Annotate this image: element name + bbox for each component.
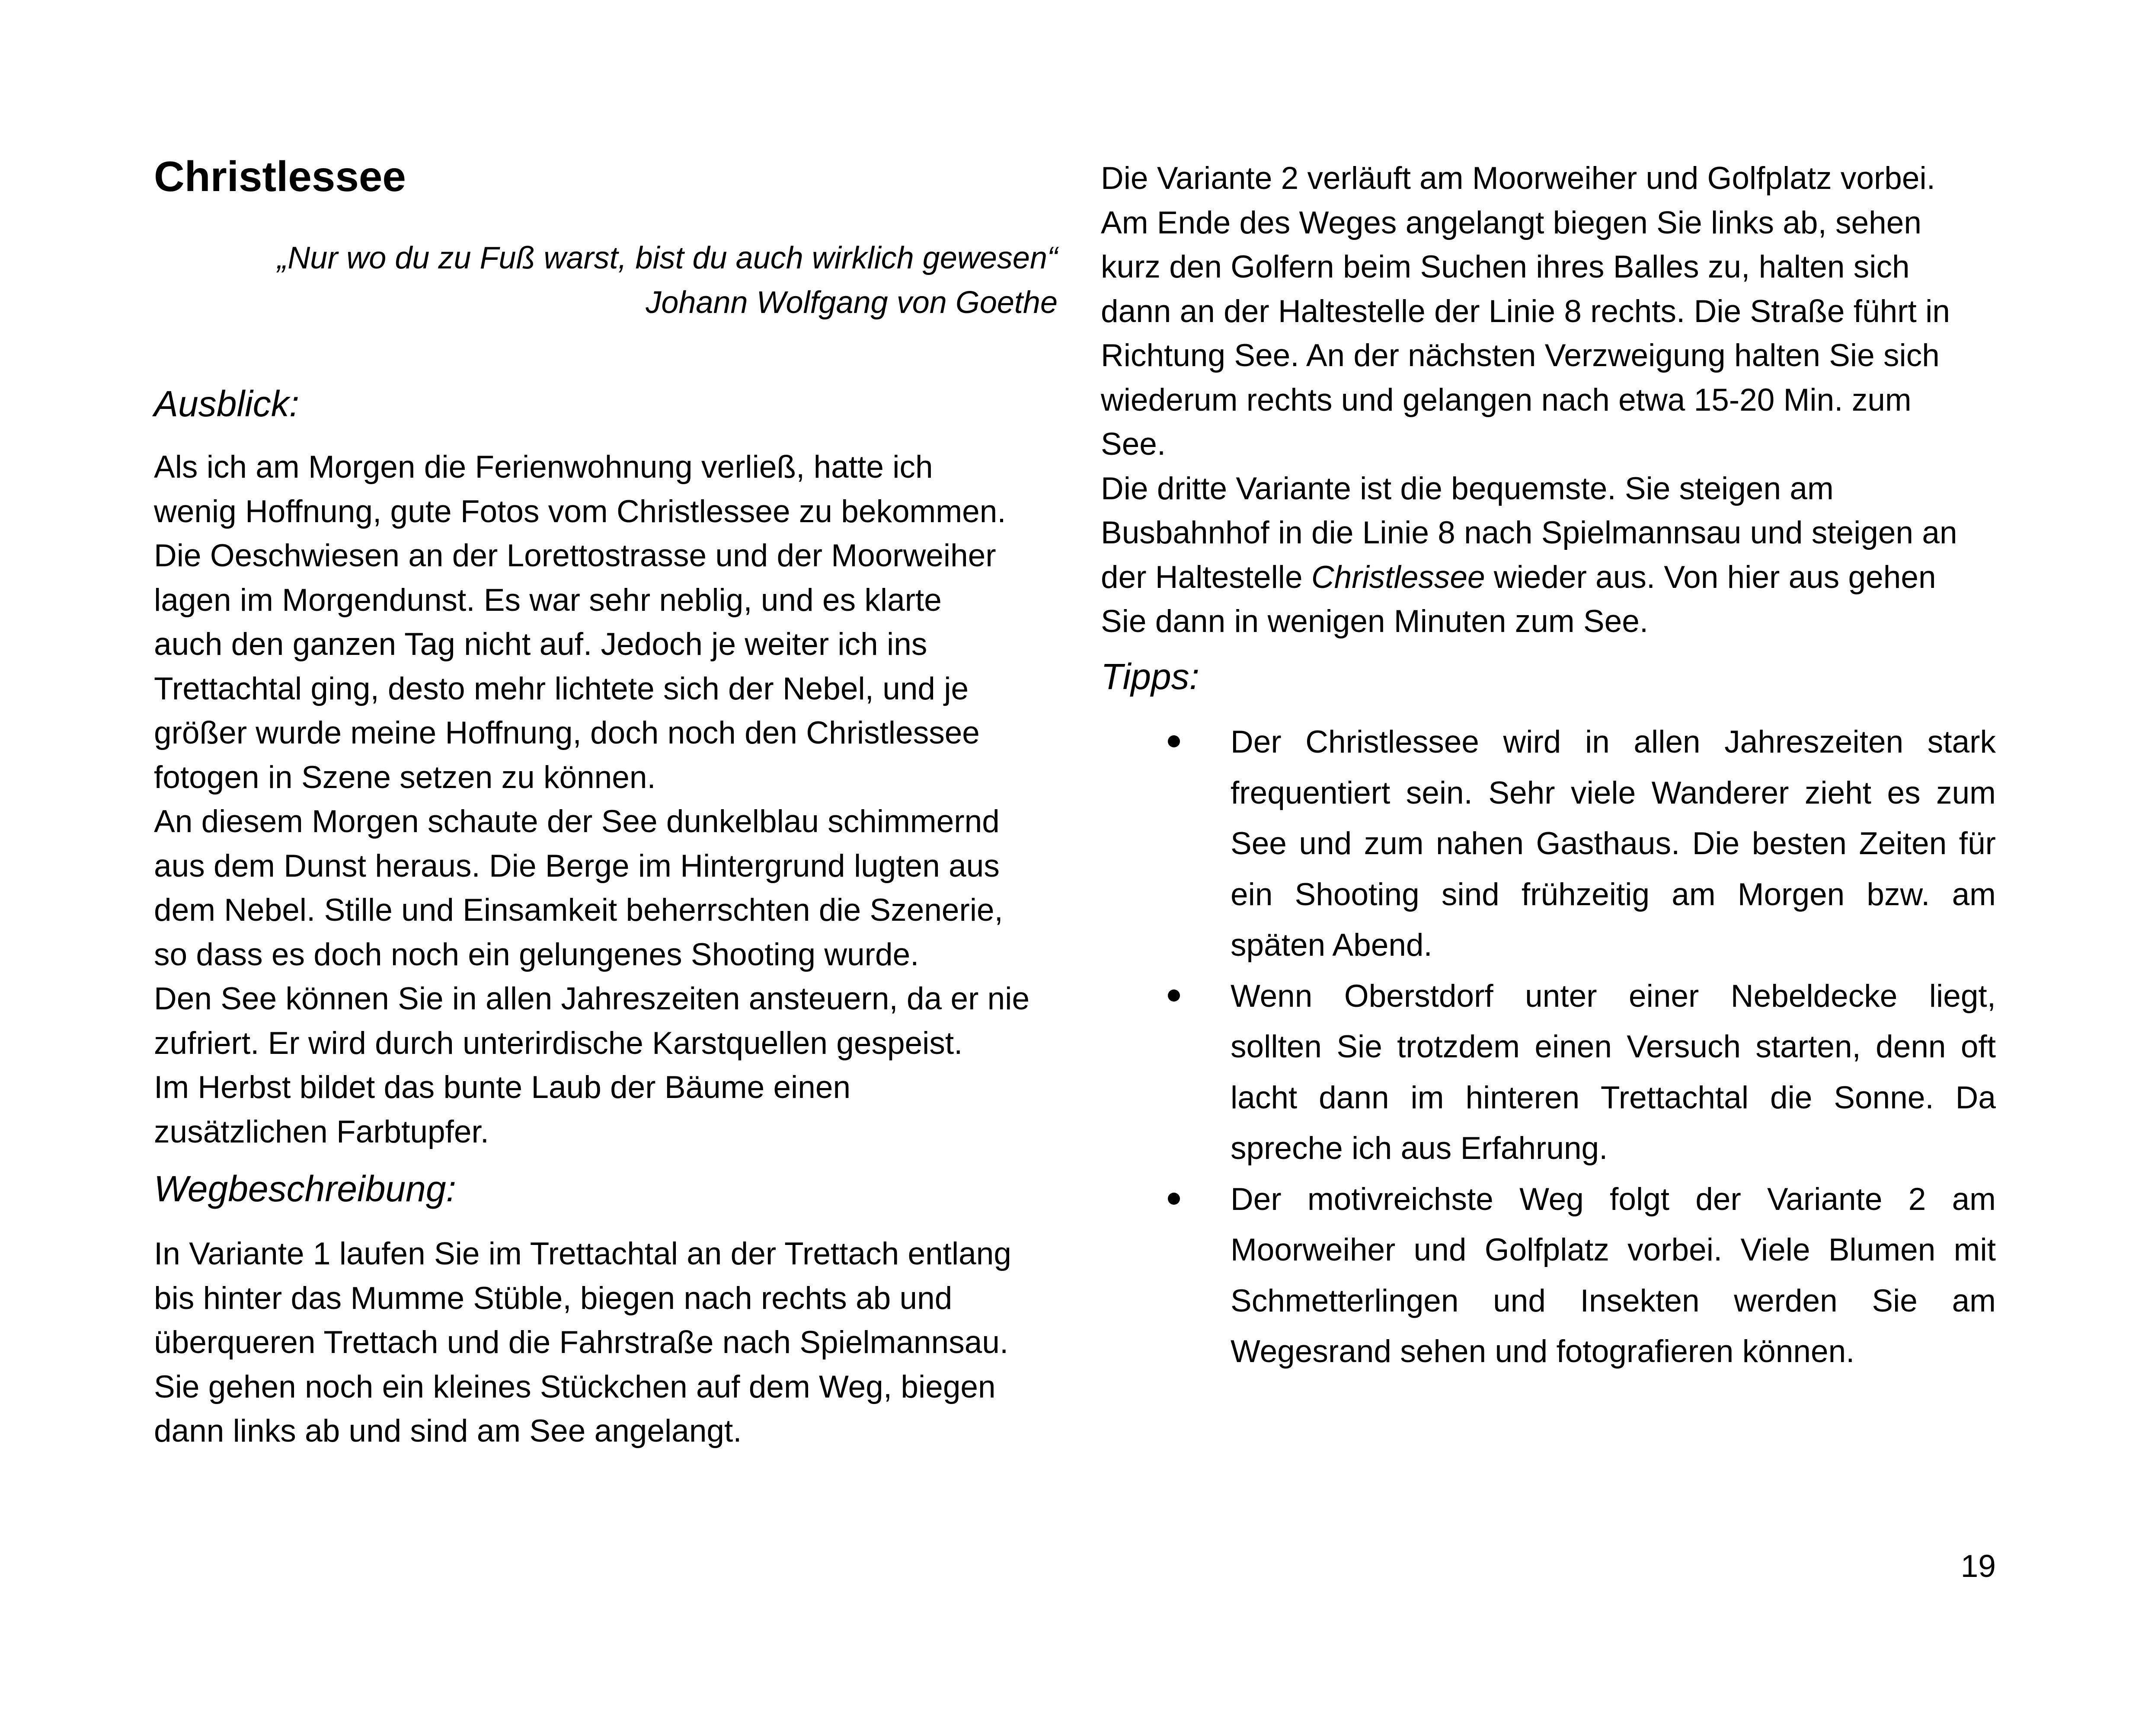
text-line: dann links ab und sind am See angelangt. [154,1414,742,1449]
tip-line: sollten Sie trotzdem einen Versuch starten, denn oft [1231,1029,1996,1064]
tips-list [1101,717,1996,1377]
text-line: zufriert. Er wird durch unterirdische Karstquellen gespeist. [154,1025,963,1061]
text-line: See. [1101,427,1166,462]
text-line: Richtung See. An der nächsten Verzweigung halten Sie sich [1101,338,1940,373]
tip-line: Schmetterlingen und Insekten werden Sie am [1231,1283,1996,1318]
text-line: größer wurde meine Hoffnung, doch noch den Christlessee [154,715,980,750]
section-heading-wegbeschreibung: Wegbeschreibung: [154,1168,456,1209]
text-line: fotogen in Szene setzen zu können. [154,760,656,795]
text-line: überqueren Trettach und die Fahrstraße nach Spielmannsau. [154,1325,1009,1360]
tip-line: Moorweiher und Golfplatz vorbei. Viele Blumen mit [1231,1232,1996,1267]
text-line: Die Oeschwiesen an der Lorettostrasse und der Moorweiher [154,538,996,573]
text-line: Die Variante 2 verläuft am Moorweiher und Golfplatz vorbei. [1101,161,1936,196]
text-line: Sie gehen noch ein kleines Stückchen auf dem Weg, biegen [154,1369,996,1404]
list-item [1101,1174,1996,1377]
tip-line: lacht dann im hinteren Trettachtal die Sonne. Da [1231,1080,1996,1115]
text-line: Im Herbst bildet das bunte Laub der Bäume einen [154,1070,851,1105]
epigraph-quote: „Nur wo du zu Fuß warst, bist du auch wirklich gewesen“ [277,241,1058,275]
tip-line: Wegesrand sehen und fotografieren können. [1231,1334,1855,1369]
text-line: Sie dann in wenigen Minuten zum See. [1101,604,1649,639]
wegbeschreibung-continued-text [1101,156,1996,644]
epigraph [154,236,1058,325]
text-line: Als ich am Morgen die Ferienwohnung verließ, hatte ich [154,450,933,485]
text-line: bis hinter das Mumme Stüble, biegen nach rechts ab und [154,1280,953,1316]
text-line: dann an der Haltestelle der Linie 8 rechts. Die Straße führt in [1101,294,1950,329]
text-line: aus dem Dunst heraus. Die Berge im Hintergrund lugten aus [154,848,1000,884]
bullet-icon [1168,735,1180,747]
stop-name-christlessee: Christlessee [1311,559,1485,595]
text-line: Die dritte Variante ist die bequemste. Sie steigen am [1101,471,1834,506]
section-heading-tipps: Tipps: [1101,656,1200,697]
text-fragment: wieder aus. Von hier aus gehen [1485,559,1936,595]
text-line: auch den ganzen Tag nicht auf. Jedoch je weiter ich ins [154,627,927,662]
text-line: In Variante 1 laufen Sie im Trettachtal an der Trettach entlang [154,1236,1011,1271]
text-fragment: der Haltestelle [1101,559,1311,595]
bullet-icon [1168,989,1180,1002]
text-line: Am Ende des Weges angelangt biegen Sie links ab, sehen [1101,205,1921,240]
tip-line: frequentiert sein. Sehr viele Wanderer zieht es zum [1231,775,1996,811]
text-line: lagen im Morgendunst. Es war sehr neblig, und es klarte [154,582,942,618]
ausblick-text [154,445,1058,1154]
text-line: dem Nebel. Stille und Einsamkeit beherrschten die Szenerie, [154,893,1003,928]
list-item [1101,971,1996,1174]
text-line: wenig Hoffnung, gute Fotos vom Christlessee zu bekommen. [154,494,1006,529]
epigraph-author: Johann Wolfgang von Goethe [646,285,1058,320]
text-line: kurz den Golfern beim Suchen ihres Balles zu, halten sich [1101,249,1910,284]
tip-line: spreche ich aus Erfahrung. [1231,1131,1608,1166]
list-item [1101,717,1996,971]
tip-line: See und zum nahen Gasthaus. Die besten Zeiten für [1231,826,1996,861]
text-line: wiederum rechts und gelangen nach etwa 15-20 Min. zum [1101,382,1912,418]
text-line: Trettachtal ging, desto mehr lichtete sich der Nebel, und je [154,671,969,706]
text-line: zusätzlichen Farbtupfer. [154,1114,489,1149]
text-line: Busbahnhof in die Linie 8 nach Spielmannsau und steigen an [1101,515,1957,550]
text-line: so dass es doch noch ein gelungenes Shooting wurde. [154,937,919,972]
text-line-haltestelle [1101,555,1996,600]
tip-line: Wenn Oberstdorf unter einer Nebeldecke liegt, [1231,978,1996,1014]
page-number: 19 [1960,1549,1996,1584]
page-title: Christlessee [154,153,406,200]
tip-line: ein Shooting sind frühzeitig am Morgen bzw. am [1231,877,1996,912]
bullet-icon [1168,1193,1180,1205]
text-line: Den See können Sie in allen Jahreszeiten ansteuern, da er nie [154,981,1030,1016]
tip-line: Der motivreichste Weg folgt der Variante 2 am [1231,1181,1996,1217]
section-heading-ausblick: Ausblick: [154,383,300,424]
text-line: An diesem Morgen schaute der See dunkelblau schimmernd [154,804,1000,839]
tip-line: Der Christlessee wird in allen Jahreszeiten stark [1231,724,1996,760]
tip-line: späten Abend. [1231,928,1432,963]
wegbeschreibung-text [154,1232,1058,1454]
